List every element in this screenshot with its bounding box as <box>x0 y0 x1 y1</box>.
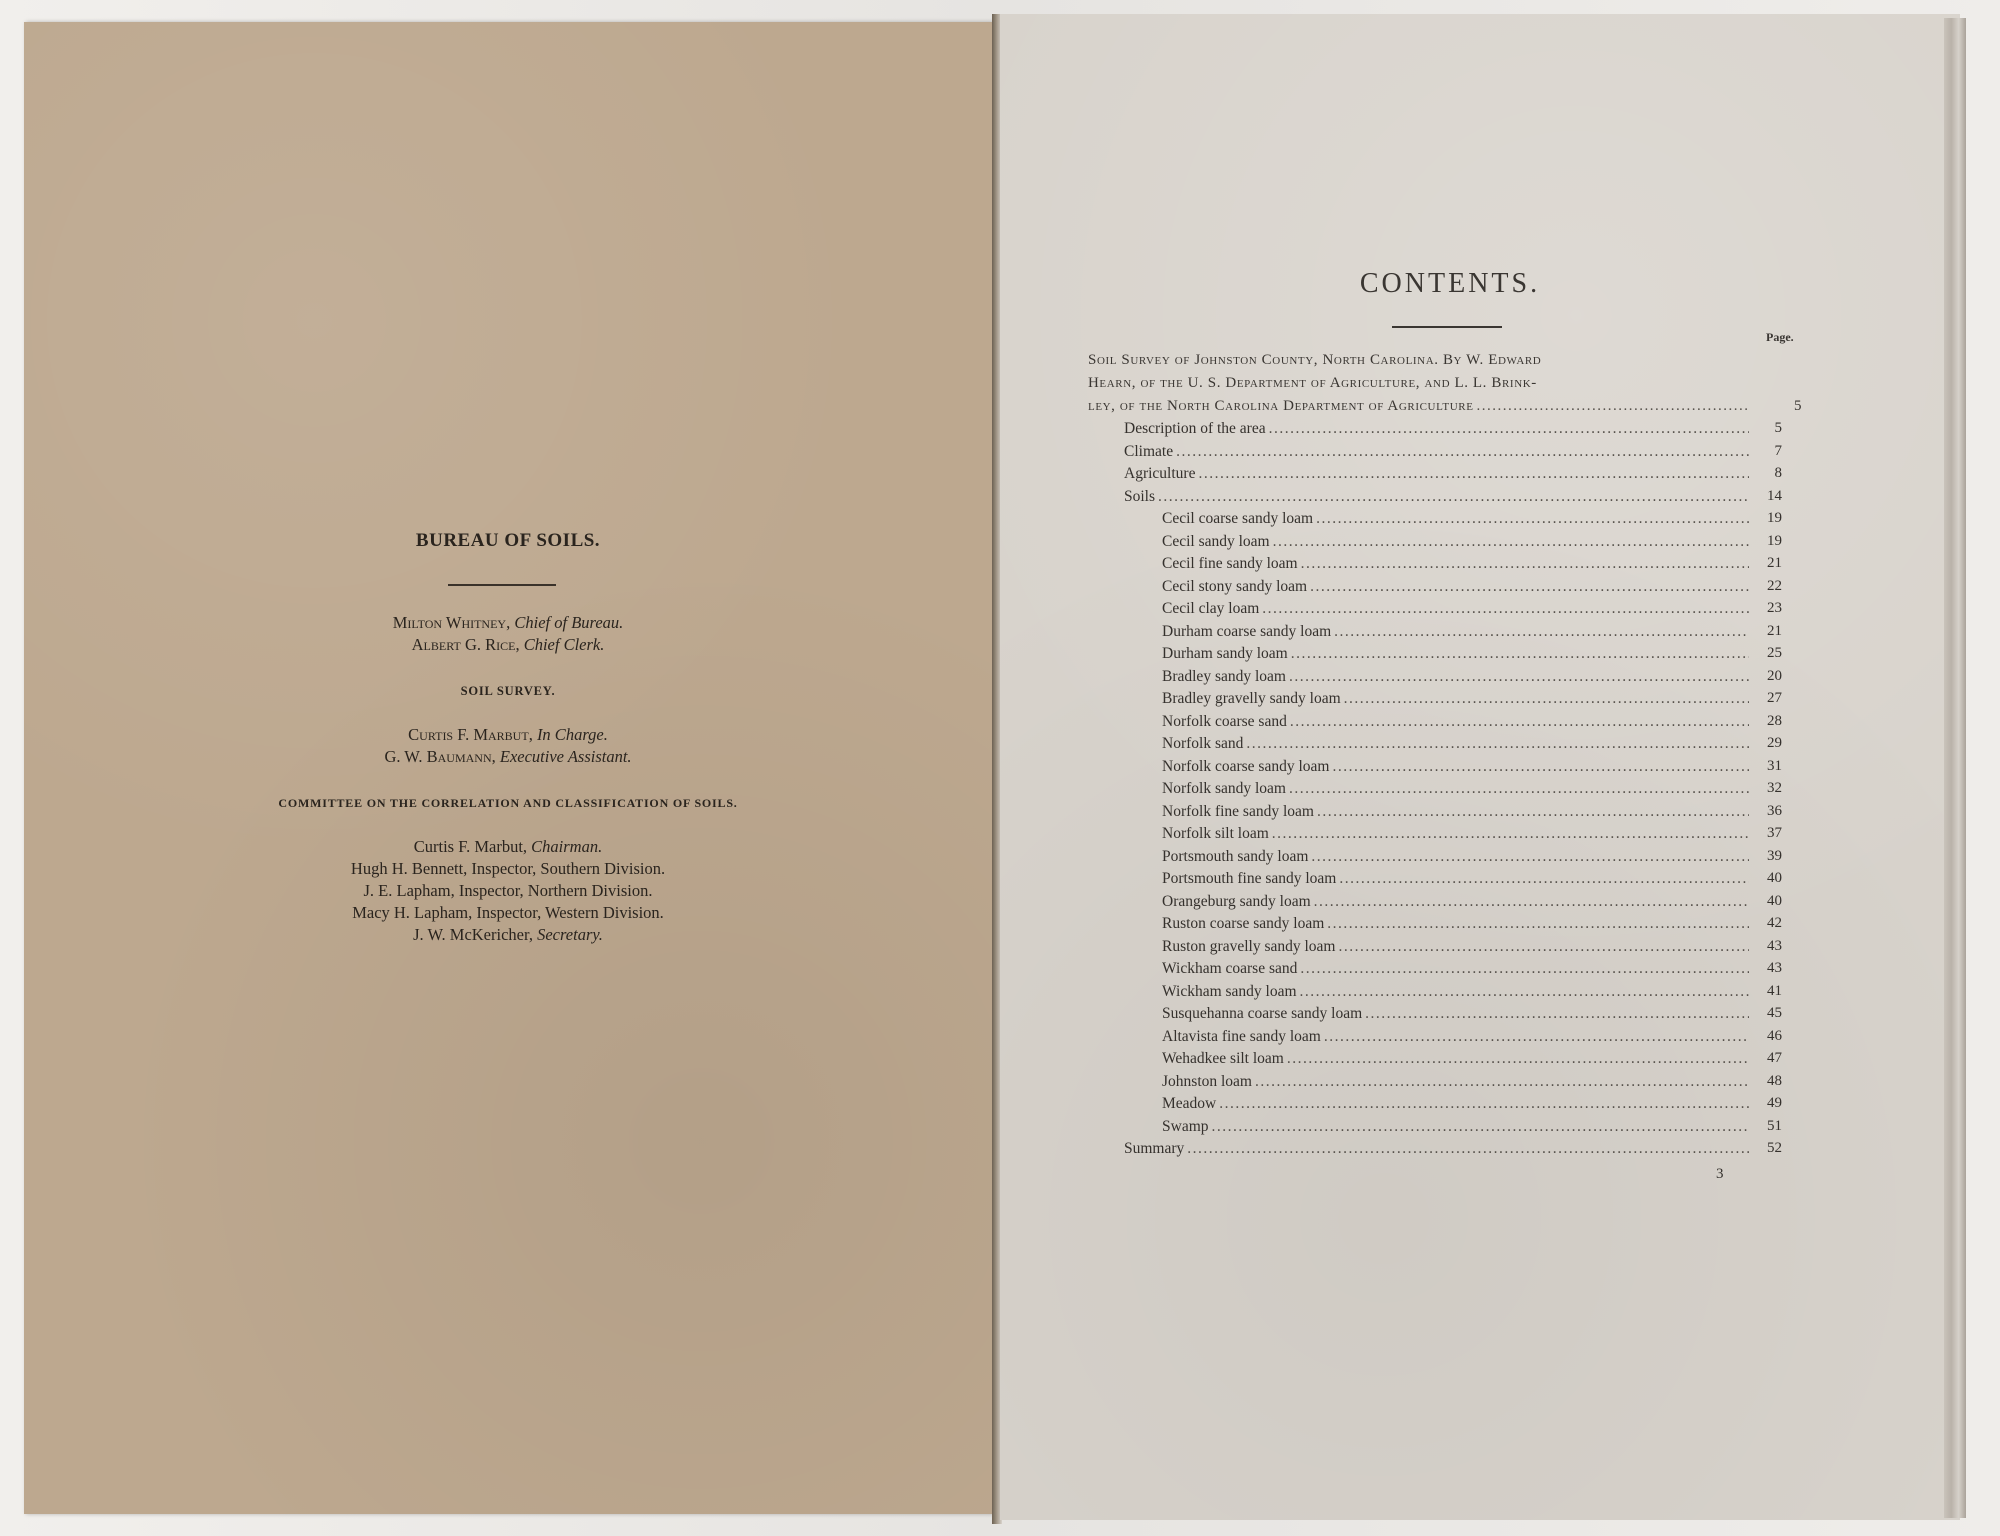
staff-role: In Charge. <box>536 725 608 744</box>
toc-entry-page: 47 <box>1767 1050 1782 1066</box>
toc-entry-label: Wickham coarse sand <box>1162 960 1298 977</box>
toc-entry <box>1162 553 1752 575</box>
toc-entry-page: 40 <box>1767 893 1782 909</box>
committee-line-4 <box>24 902 992 924</box>
dot-leader <box>1289 778 1749 800</box>
staff-name: Albert G. Rice <box>411 635 516 654</box>
toc-entry-label: Description of the area <box>1124 420 1266 437</box>
dot-leader <box>1187 1138 1749 1160</box>
toc-entry-page: 29 <box>1767 735 1782 751</box>
dot-leader <box>1272 823 1749 845</box>
toc-entry <box>1162 733 1752 755</box>
intro-page-number: 5 <box>1794 398 1802 414</box>
dot-leader <box>1301 553 1749 575</box>
dot-leader <box>1212 1116 1750 1138</box>
soil-survey-line-1: Curtis F. Marbut, In Charge. <box>408 725 608 744</box>
toc-entry-page: 21 <box>1767 623 1782 639</box>
committee-line-3 <box>24 880 992 902</box>
dot-leader <box>1310 576 1749 598</box>
toc-entry-label: Norfolk coarse sandy loam <box>1162 758 1330 775</box>
committee-line-5 <box>24 924 992 946</box>
committee-line-2 <box>24 858 992 880</box>
toc-entry-page: 32 <box>1767 780 1782 796</box>
toc-entry <box>1162 846 1752 868</box>
toc-entry <box>1162 508 1752 530</box>
intro-text: Soil Survey of Johnston County, North Carolina. By W. Edward <box>1088 352 1542 368</box>
toc-entry-label: Meadow <box>1162 1095 1217 1112</box>
toc-entry-label: Agriculture <box>1124 465 1196 482</box>
toc-entry-page: 7 <box>1774 443 1782 459</box>
intro-line <box>1088 372 1758 395</box>
dot-leader <box>1300 958 1749 980</box>
dot-leader <box>1344 688 1749 710</box>
toc-entry <box>1162 711 1752 733</box>
toc-entry-label: Bradley gravelly sandy loam <box>1162 690 1341 707</box>
dot-leader <box>1262 598 1749 620</box>
toc-entry-label: Swamp <box>1162 1118 1209 1135</box>
contents-rule <box>1392 326 1502 328</box>
toc-entry-label: Wickham sandy loam <box>1162 983 1297 1000</box>
toc-entry-label: Cecil sandy loam <box>1162 533 1270 550</box>
committee-line-1 <box>24 836 992 858</box>
intro-text: Hearn, of the U. S. Department of Agriculture, and L. L. Brink- <box>1088 375 1537 391</box>
toc-entry-page: 36 <box>1767 803 1782 819</box>
toc-entry-page: 25 <box>1767 645 1782 661</box>
committee-role: Chairman. <box>531 837 603 856</box>
toc-entry <box>1162 981 1752 1003</box>
dot-leader <box>1269 418 1749 440</box>
toc-entry-page: 37 <box>1767 825 1782 841</box>
toc-entry-page: 27 <box>1767 690 1782 706</box>
dot-leader <box>1246 733 1749 755</box>
bureau-line-1: Milton Whitney, Chief of Bureau. <box>392 613 624 632</box>
page-edges <box>1944 18 1966 1518</box>
toc-entry-page: 43 <box>1767 960 1782 976</box>
dot-leader <box>1477 395 1749 418</box>
contents-intro-entry <box>1088 349 1802 418</box>
committee-member: Hugh H. Bennett, Inspector, Southern Division. <box>350 859 666 878</box>
toc-entry-label: Norfolk sand <box>1162 735 1244 752</box>
staff-name: G. W. Baumann <box>384 747 492 766</box>
toc-entry-label: Bradley sandy loam <box>1162 668 1286 685</box>
toc-entry-page: 5 <box>1774 420 1782 436</box>
toc-entry <box>1162 756 1752 778</box>
toc-entry-page: 31 <box>1767 758 1782 774</box>
toc-entry-page: 45 <box>1767 1005 1782 1021</box>
toc-entry-label: Norfolk sandy loam <box>1162 780 1286 797</box>
toc-entry <box>1124 1138 1752 1160</box>
left-page <box>24 22 992 1514</box>
title-rule <box>448 584 556 586</box>
dot-leader <box>1334 621 1749 643</box>
toc-entry-label: Soils <box>1124 488 1156 505</box>
toc-entry <box>1162 1071 1752 1093</box>
toc-entry <box>1162 1003 1752 1025</box>
toc-entry <box>1124 463 1752 485</box>
toc-entry-label: Durham coarse sandy loam <box>1162 623 1332 640</box>
toc-entry <box>1124 441 1752 463</box>
toc-entry-label: Norfolk coarse sand <box>1162 713 1287 730</box>
toc-entry <box>1162 913 1752 935</box>
folio-number: 3 <box>1716 1166 1724 1182</box>
dot-leader <box>1287 1048 1749 1070</box>
toc-entry-page: 19 <box>1767 510 1782 526</box>
toc-entry <box>1162 801 1752 823</box>
dot-leader <box>1324 1026 1749 1048</box>
dot-leader <box>1339 868 1749 890</box>
toc-entry-page: 21 <box>1767 555 1782 571</box>
committee-heading: COMMITTEE ON THE CORRELATION AND CLASSIFICATION OF SOILS. <box>278 796 738 810</box>
toc-entry-page: 22 <box>1767 578 1782 594</box>
dot-leader <box>1219 1093 1749 1115</box>
toc-entry-label: Orangeburg sandy loam <box>1162 893 1311 910</box>
bureau-line-2: Albert G. Rice, Chief Clerk. <box>411 635 605 654</box>
dot-leader <box>1198 463 1749 485</box>
dot-leader <box>1339 936 1750 958</box>
toc-entry <box>1162 891 1752 913</box>
soil-survey-line-2: G. W. Baumann, Executive Assistant. <box>384 747 632 766</box>
intro-text: ley, of the North Carolina Department of Agriculture <box>1088 398 1474 414</box>
toc-entry-label: Altavista fine sandy loam <box>1162 1028 1321 1045</box>
intro-line <box>1088 395 1752 418</box>
intro-line <box>1088 349 1758 372</box>
toc-entry-label: Durham sandy loam <box>1162 645 1288 662</box>
toc-entry-label: Summary <box>1124 1140 1185 1157</box>
toc-entry <box>1162 868 1752 890</box>
toc-entry-label: Norfolk fine sandy loam <box>1162 803 1314 820</box>
toc-entry-label: Climate <box>1124 443 1174 460</box>
toc-entry-page: 8 <box>1774 465 1782 481</box>
toc-entry <box>1162 531 1752 553</box>
dot-leader <box>1327 913 1749 935</box>
dot-leader <box>1158 486 1749 508</box>
staff-role: Chief of Bureau. <box>514 613 624 632</box>
dot-leader <box>1255 1071 1749 1093</box>
committee-member: J. E. Lapham, Inspector, Northern Division. <box>363 881 653 900</box>
dot-leader <box>1290 711 1749 733</box>
dot-leader <box>1316 508 1749 530</box>
dot-leader <box>1365 1003 1749 1025</box>
soil-survey-heading: SOIL SURVEY. <box>460 684 556 698</box>
dot-leader <box>1273 531 1749 553</box>
page-column-heading: Page. <box>1766 330 1794 344</box>
dot-leader <box>1314 891 1749 913</box>
toc-entry-label: Cecil fine sandy loam <box>1162 555 1298 572</box>
committee-member: Curtis F. Marbut, <box>413 837 528 856</box>
toc-entry <box>1162 666 1752 688</box>
toc-entry-page: 42 <box>1767 915 1782 931</box>
toc-entry <box>1162 576 1752 598</box>
toc-entry-page: 39 <box>1767 848 1782 864</box>
toc-entry-label: Portsmouth sandy loam <box>1162 848 1309 865</box>
toc-entry-page: 23 <box>1767 600 1782 616</box>
dot-leader <box>1332 756 1749 778</box>
toc-entry-label: Susquehanna coarse sandy loam <box>1162 1005 1363 1022</box>
toc-entry-label: Cecil clay loam <box>1162 600 1260 617</box>
dot-leader <box>1317 801 1749 823</box>
toc-entry <box>1162 958 1752 980</box>
toc-entry-page: 49 <box>1767 1095 1782 1111</box>
staff-role: Chief Clerk. <box>523 635 605 654</box>
toc-entry <box>1162 688 1752 710</box>
toc-entry-page: 43 <box>1767 938 1782 954</box>
staff-role: Executive Assistant. <box>499 747 632 766</box>
committee-member: J. W. McKericher, <box>413 925 533 944</box>
toc-entry-page: 41 <box>1767 983 1782 999</box>
dot-leader <box>1300 981 1749 1003</box>
toc-entry-label: Norfolk silt loam <box>1162 825 1269 842</box>
dot-leader <box>1311 846 1749 868</box>
committee-role: Secretary. <box>537 925 603 944</box>
toc-entry-page: 52 <box>1767 1140 1782 1156</box>
toc-entry <box>1162 1093 1752 1115</box>
toc-entry <box>1162 823 1752 845</box>
dot-leader <box>1289 666 1749 688</box>
toc-entry <box>1162 778 1752 800</box>
contents-title: CONTENTS. <box>1359 268 1541 299</box>
toc-entry-label: Ruston gravelly sandy loam <box>1162 938 1336 955</box>
toc-entry-label: Portsmouth fine sandy loam <box>1162 870 1337 887</box>
toc-entry <box>1162 1116 1752 1138</box>
toc-entry <box>1162 1048 1752 1070</box>
toc-entry-page: 20 <box>1767 668 1782 684</box>
dot-leader <box>1291 643 1749 665</box>
staff-name: Milton Whitney <box>392 613 507 632</box>
toc-entry <box>1162 1026 1752 1048</box>
toc-entry-page: 51 <box>1767 1118 1782 1134</box>
toc-entry-page: 19 <box>1767 533 1782 549</box>
toc-entry <box>1124 418 1752 440</box>
dot-leader <box>1176 441 1749 463</box>
toc-entry <box>1162 598 1752 620</box>
toc-entry-label: Johnston loam <box>1162 1073 1252 1090</box>
staff-name: Curtis F. Marbut <box>408 725 529 744</box>
toc-entry <box>1162 643 1752 665</box>
toc-entry-page: 46 <box>1767 1028 1782 1044</box>
toc-entry <box>1162 936 1752 958</box>
toc-entry-page: 48 <box>1767 1073 1782 1089</box>
toc-entry-label: Cecil coarse sandy loam <box>1162 510 1314 527</box>
committee-member: Macy H. Lapham, Inspector, Western Division. <box>352 903 664 922</box>
toc-entry-label: Ruston coarse sandy loam <box>1162 915 1325 932</box>
toc-entry-label: Cecil stony sandy loam <box>1162 578 1308 595</box>
toc-entry <box>1124 486 1752 508</box>
toc-entry-page: 28 <box>1767 713 1782 729</box>
toc-entry <box>1162 621 1752 643</box>
bureau-title: BUREAU OF SOILS. <box>415 530 601 551</box>
toc-entry-page: 14 <box>1767 488 1782 504</box>
toc-entry-label: Wehadkee silt loam <box>1162 1050 1284 1067</box>
toc-entry-page: 40 <box>1767 870 1782 886</box>
